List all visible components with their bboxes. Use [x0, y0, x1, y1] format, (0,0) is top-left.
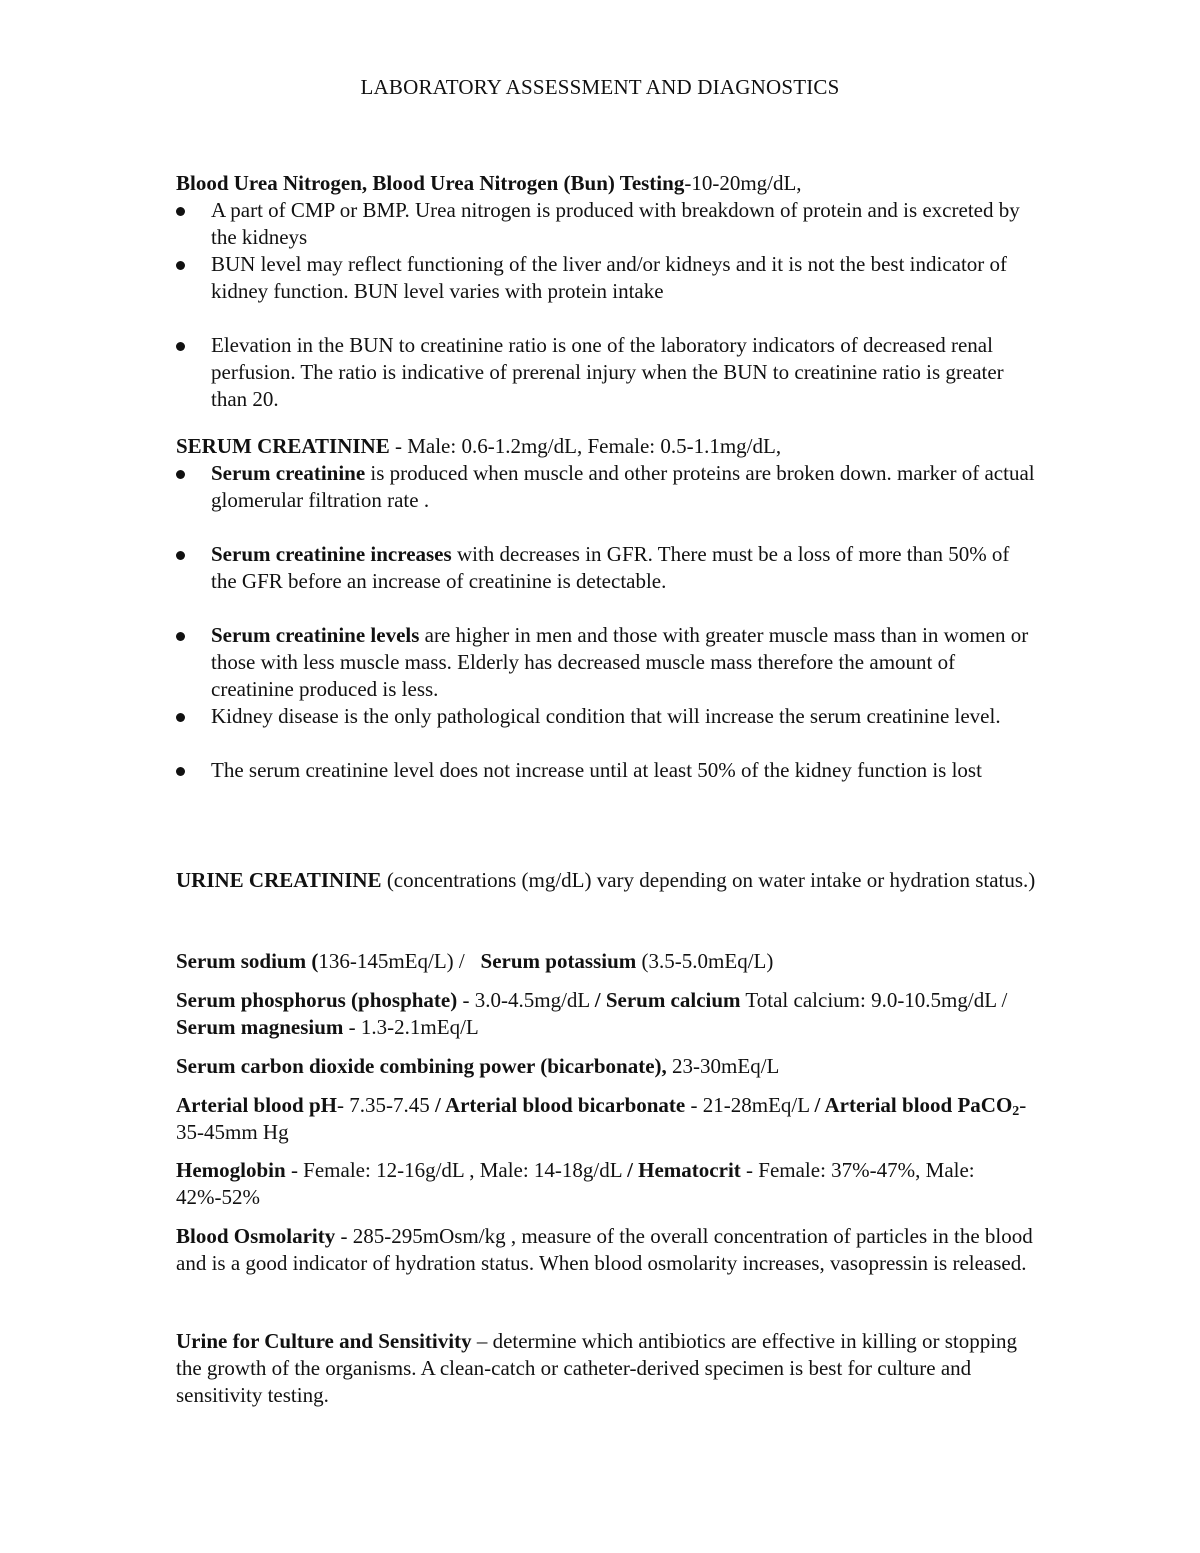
osmolarity-paragraph: [176, 1223, 1036, 1277]
bullet-icon: [176, 767, 185, 776]
arterial-ph-value: - 7.35-7.45: [337, 1093, 435, 1117]
list-item: [176, 757, 1036, 784]
osmolarity-label: Blood Osmolarity: [176, 1224, 336, 1248]
list-item: [176, 622, 1036, 703]
urine-creatinine-heading: URINE CREATININE: [176, 868, 382, 892]
hematocrit-label: Hematocrit: [638, 1158, 741, 1182]
potassium-label: Serum potassium: [480, 949, 637, 973]
urine-culture-text: – determine which antibiotics are effective in killing or stopping the growth of the organisms. A clean-catch or catheter-derived specimen is best for culture and sensitivity testing.: [176, 1329, 1018, 1407]
bullet-icon: [176, 261, 185, 270]
hemoglobin-label: Hemoglobin: [176, 1158, 286, 1182]
urine-culture-paragraph: [176, 1328, 1036, 1409]
bun-bullet-list: [176, 197, 1036, 413]
arterial-bicarbonate-value: - 21-28mEq/L: [685, 1093, 815, 1117]
bun-bullet-text: Elevation in the BUN to creatinine ratio is one of the laboratory indicators of decreased renal perfusion. The ratio is indicative of prerenal injury when the BUN to creatinine ratio is greater than 20.: [211, 333, 1004, 411]
osmolarity-text: - 285-295mOsm/kg , measure of the overall concentration of particles in the blood and is a good indicator of hydration status. When blood osmolarity increases, vasopressin is released.: [176, 1224, 1033, 1275]
hemoglobin-value: - Female: 12-16g/dL , Male: 14-18g/dL: [285, 1158, 628, 1182]
arterial-paco2-value: - 35-45mm Hg: [176, 1093, 1027, 1144]
bicarbonate-value: 23-30mEq/L: [666, 1054, 780, 1078]
magnesium-label: Serum magnesium: [176, 1015, 344, 1039]
serum-creatinine-bullet-list: [176, 460, 1036, 784]
phosphorus-value: - 3.0-4.5mg/dL: [457, 988, 595, 1012]
paco2-subscript: 2: [1012, 1104, 1020, 1119]
sodium-potassium-line: [176, 948, 1036, 975]
bullet-text: Kidney disease is the only pathological condition that will increase the serum creatinine level.: [211, 704, 1001, 728]
bullet-text: with decreases in GFR. There must be a loss of more than 50% of the GFR before an increase of creatinine is detectable.: [211, 542, 1010, 593]
bullet-bold-text: Serum creatinine increases: [211, 542, 452, 566]
list-item: [176, 541, 1036, 595]
bullet-icon: [176, 207, 185, 216]
arterial-ph-label: Arterial blood pH: [176, 1093, 337, 1117]
bullet-text: The serum creatinine level does not increase until at least 50% of the kidney function is lost: [211, 758, 982, 782]
serum-creatinine-heading: SERUM CREATININE: [176, 434, 390, 458]
separator: /: [814, 1093, 825, 1117]
sodium-label: Serum sodium (: [176, 949, 319, 973]
list-item: [176, 703, 1036, 730]
sodium-value: 136-145mEq/L) /: [318, 949, 481, 973]
list-item: [176, 251, 1036, 305]
magnesium-value: - 1.3-2.1mEq/L: [343, 1015, 479, 1039]
bun-bullet-text: A part of CMP or BMP. Urea nitrogen is produced with breakdown of protein and is excreted by the kidneys: [211, 198, 1020, 249]
phos-calcium-mag-paragraph: [176, 987, 1036, 1041]
separator: /: [435, 1093, 445, 1117]
separator: /: [627, 1158, 639, 1182]
bicarbonate-label: Serum carbon dioxide combining power (bicarbonate),: [176, 1054, 667, 1078]
serum-creatinine-range: - Male: 0.6-1.2mg/dL, Female: 0.5-1.1mg/dL,: [389, 434, 782, 458]
urine-culture-label: Urine for Culture and Sensitivity: [176, 1329, 472, 1353]
potassium-value: (3.5-5.0mEq/L): [636, 949, 774, 973]
separator: /: [594, 988, 606, 1012]
bullet-icon: [176, 470, 185, 479]
bun-heading: Blood Urea Nitrogen, Blood Urea Nitrogen (Bun) Testing: [176, 171, 685, 195]
bun-bullet-text: BUN level may reflect functioning of the liver and/or kidneys and it is not the best indicator of kidney function. BUN level varies with protein intake: [211, 252, 1008, 303]
hematocrit-value: - Female: 37%-47%, Male: 42%-52%: [176, 1158, 975, 1209]
bun-range: -10-20mg/dL,: [684, 171, 802, 195]
serum-creatinine-heading-line: [176, 433, 1036, 460]
bullet-icon: [176, 551, 185, 560]
hemoglobin-paragraph: [176, 1157, 1036, 1211]
calcium-label: Serum calcium: [605, 988, 741, 1012]
bullet-icon: [176, 713, 185, 722]
bullet-bold-text: Serum creatinine levels: [211, 623, 420, 647]
bicarbonate-line: [176, 1053, 1036, 1080]
bullet-icon: [176, 342, 185, 351]
urine-creatinine-text: (concentrations (mg/dL) vary depending on water intake or hydration status.): [381, 868, 1036, 892]
bullet-text: are higher in men and those with greater muscle mass than in women or those with less muscle mass. Elderly has decreased muscle mass therefore the amount of creatinine produced is less.: [211, 623, 1029, 701]
arterial-paragraph: [176, 1092, 1036, 1146]
bullet-bold-text: Serum creatinine: [211, 461, 366, 485]
arterial-paco2-label: Arterial blood PaCO: [824, 1093, 1013, 1117]
list-item: [176, 332, 1036, 413]
bullet-icon: [176, 632, 185, 641]
urine-creatinine-paragraph: [176, 867, 1036, 894]
page-title: LABORATORY ASSESSMENT AND DIAGNOSTICS: [360, 75, 840, 99]
bullet-text: is produced when muscle and other proteins are broken down. marker of actual glomerular filtration rate .: [211, 461, 1035, 512]
list-item: [176, 460, 1036, 514]
list-item: [176, 197, 1036, 251]
calcium-value: Total calcium: 9.0-10.5mg/dL /: [740, 988, 1008, 1012]
phosphorus-label: Serum phosphorus (phosphate): [176, 988, 458, 1012]
arterial-bicarbonate-label: Arterial blood bicarbonate: [444, 1093, 686, 1117]
bun-heading-line: [176, 170, 1036, 197]
